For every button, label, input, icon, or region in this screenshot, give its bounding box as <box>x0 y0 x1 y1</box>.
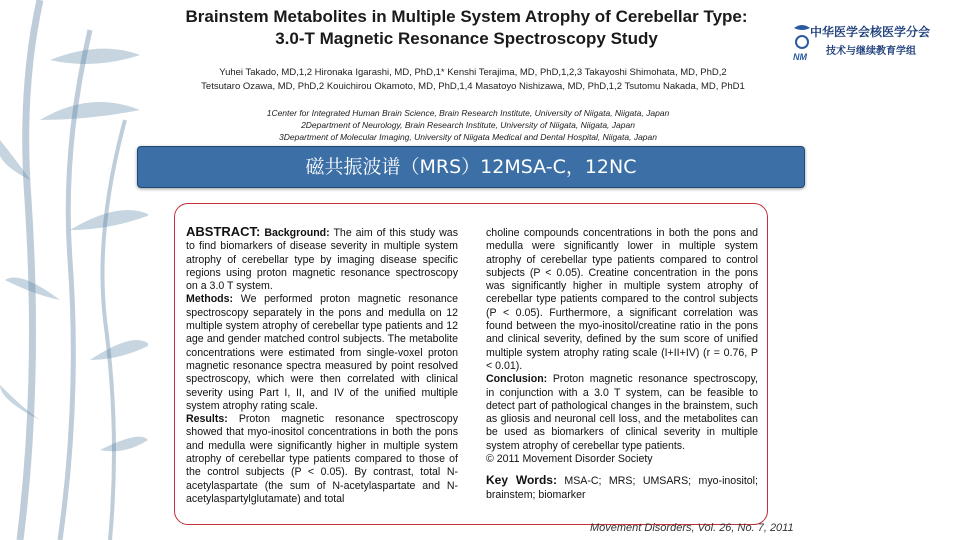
results-label: Results: <box>186 413 228 426</box>
methods-label: Methods: <box>186 293 234 306</box>
society-logo-text <box>810 22 930 62</box>
background-text: The aim of this study was to find biomarkers of disease severity in multiple system atrophy of cerebellar type by imaging disease specific regions using proton magnetic resonance spectroscopy on a 3.0 T system. <box>186 227 458 293</box>
journal-citation: Movement Disorders, Vol. 26, No. 7, 2011 <box>590 522 794 534</box>
affiliation-3: 3Department of Molecular Imaging, University of Niigata Medical and Dental Hospital, Niigata, Japan <box>279 132 657 142</box>
methods-text: We performed proton magnetic resonance spectroscopy separately in the pons and medulla on 12 multiple system atrophy of cerebellar type patients and 12 age and gender matched control subjects. The metabolite concentrations were estimated from single-voxel proton magnetic resonance spectra measured by point resolved spectroscopy, which were then correlated with clinical severity using Part I, II, and IV of the unified multiple system atrophy rating scale. <box>186 293 458 412</box>
paper-title-line2: 3.0-T Magnetic Resonance Spectroscopy Study <box>275 29 658 48</box>
paper-title-line1: Brainstem Metabolites in Multiple System Atrophy of Cerebellar Type: <box>185 7 748 26</box>
abstract-heading: ABSTRACT: <box>186 224 261 239</box>
conclusion-label: Conclusion: <box>486 373 548 386</box>
abstract-column-left <box>186 225 458 506</box>
results-text: Proton magnetic resonance spectroscopy showed that myo-inositol concentrations in both the pons and medulla were significantly higher in multiple system atrophy of cerebellar type patients compared to those of the control subjects (P < 0.05). By contrast, total N-acetylaspartate (the sum of N-acetylaspartate and N-acetylaspartylglutamate) and total <box>186 413 458 505</box>
affiliation-2: 2Department of Neurology, Brain Research Institute, University of Niigata, Niigata, Japan <box>301 120 635 130</box>
keywords-label: Key Words: <box>486 473 557 488</box>
slide-banner: 磁共振波谱（MRS）12MSA-C，12NC <box>137 146 805 188</box>
conclusion-text: Proton magnetic resonance spectroscopy, in conjunction with a 3.0 T system, can be feasible to detect part of pathological changes in the brainstem, such as gliosis and neuronal cell loss, and the metabolites can be used as biomarkers of clinical severity in multiple system atrophy of cerebellar type patients. <box>486 373 758 452</box>
logo-mark: NM <box>793 52 807 62</box>
authors-line1: Yuhei Takado, MD,1,2 Hironaka Igarashi, MD, PhD,1* Kenshi Terajima, MD, PhD,1,2,3 Takayoshi Shimohata, MD, PhD,2 <box>219 67 727 78</box>
paper-affiliations <box>208 107 728 143</box>
paper-title <box>148 6 785 50</box>
affiliation-1: 1Center for Integrated Human Brain Science, Brain Research Institute, University of Niigata, Niigata, Japan <box>266 108 670 118</box>
logo-line1: 中华医学会核医学分会 <box>810 25 931 39</box>
copyright-text: © 2011 Movement Disorder Society <box>486 453 653 466</box>
paper-authors <box>173 66 773 94</box>
keywords-text: MSA-C; MRS; UMSARS; myo-inositol; brainstem; biomarker <box>486 475 758 501</box>
abstract-column-right <box>486 227 758 502</box>
results-text-continued: choline compounds concentrations in both the pons and medulla were significantly lower in multiple system atrophy of cerebellar type patients compared to control subjects (P < 0.05). Creatine concentration in the pons was significantly higher in multiple system atrophy of cerebellar type patients compared to the control subjects (P < 0.05). Furthermore, a significant correlation was found between the myo-inositol/creatine ratio in the pons and clinical severity, defined by the sum score of unified multiple system atrophy rating scale (I+II+IV) (r = 0.76, P < 0.01). <box>486 227 758 372</box>
logo-line2: 技术与继续教育学组 <box>826 46 916 57</box>
background-label: Background: <box>264 227 330 239</box>
authors-line2: Tetsutaro Ozawa, MD, PhD,2 Kouichirou Okamoto, MD, PhD,1,4 Masatoyo Nishizawa, MD, PhD,1,2 Tsutomu Nakada, MD, PhD1 <box>201 81 745 92</box>
